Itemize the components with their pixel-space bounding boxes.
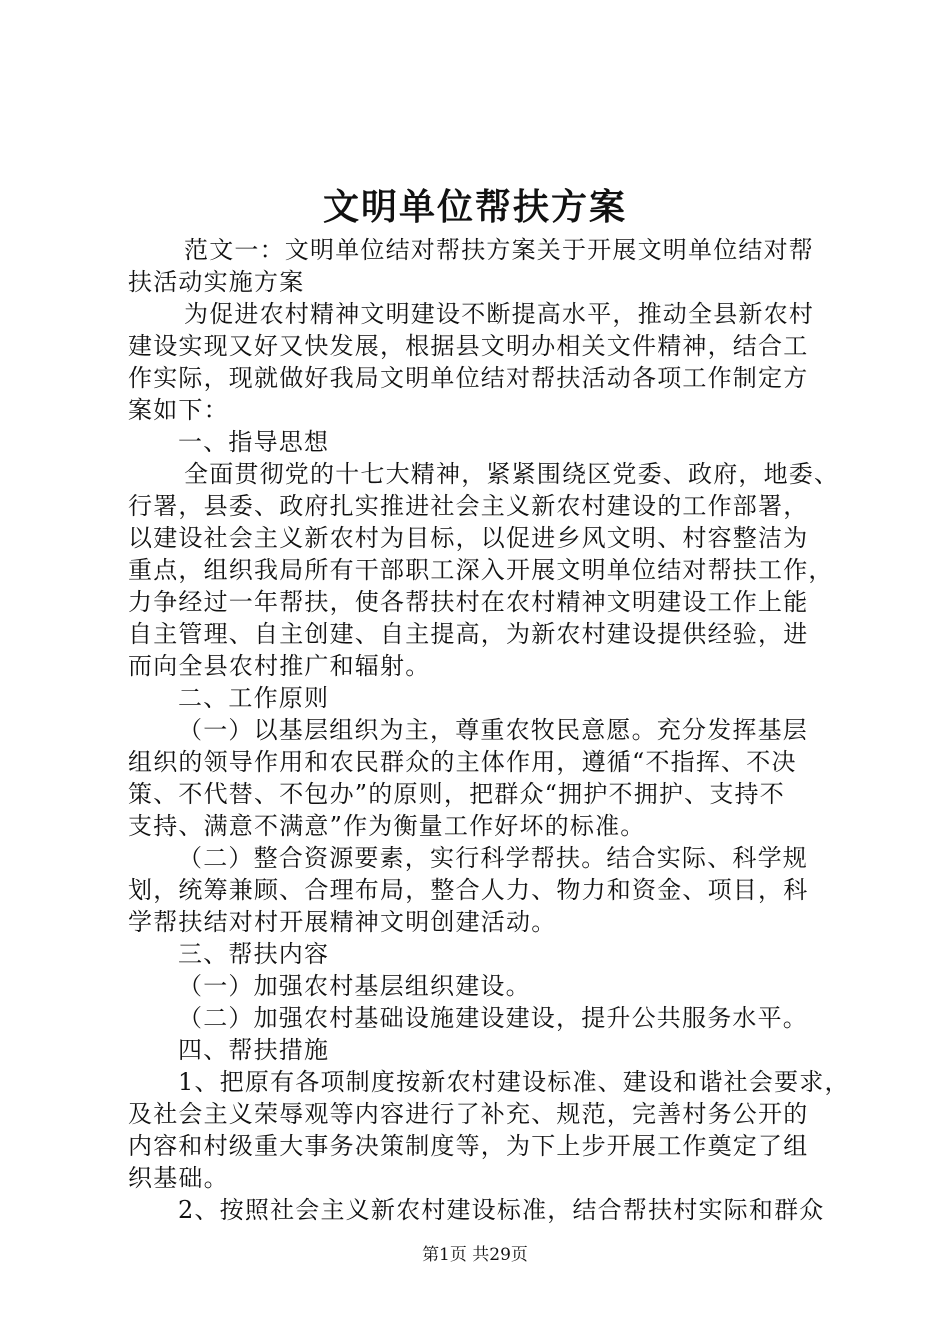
document-body [128,234,850,1226]
text-line: 范文一：文明单位结对帮扶方案关于开展文明单位结对帮 [184,236,814,264]
text-line: 自主管理、自主创建、自主提高，为新农村建设提供经验，进 [128,620,809,648]
text-line: 划，统筹兼顾、合理布局，整合人力、物力和资金、项目，科 [128,876,809,904]
text-line: 组织的领导作用和农民群众的主体作用，遵循“不指挥、不决 [128,748,797,776]
text-line: 内容和村级重大事务决策制度等，为下上步开展工作奠定了组 [128,1132,809,1160]
text-line: 织基础。 [128,1164,229,1192]
section-heading: 三、帮扶内容 [178,940,330,968]
text-line: 为促进农村精神文明建设不断提高水平，推动全县新农村 [184,300,814,328]
text-line: 扶活动实施方案 [128,268,305,296]
text-line: 1、把原有各项制度按新农村建设标准、建设和谐社会要求， [178,1068,850,1096]
text-line: 行署，县委、政府扎实推进社会主义新农村建设的工作部署， [128,492,809,520]
text-line: 学帮扶结对村开展精神文明创建活动。 [128,908,557,936]
text-line: （一）以基层组织为主，尊重农牧民意愿。充分发挥基层 [178,716,808,744]
document-title: 文明单位帮扶方案 [322,186,627,228]
text-line: 2、按照社会主义新农村建设标准，结合帮扶村实际和群众 [178,1196,825,1224]
text-line: 作实际，现就做好我局文明单位结对帮扶活动各项工作制定方 [128,364,809,392]
section-heading: 一、指导思想 [178,428,330,456]
text-line: 而向全县农村推广和辐射。 [128,652,431,680]
text-line: 支持、满意不满意”作为衡量工作好坏的标准。 [128,812,646,840]
text-line: 以建设社会主义新农村为目标，以促进乡风文明、村容整洁为 [128,524,809,552]
text-line: 及社会主义荣辱观等内容进行了补充、规范，完善村务公开的 [128,1100,809,1128]
text-line: 力争经过一年帮扶，使各帮扶村在农村精神文明建设工作上能 [128,588,809,616]
text-line: （二）整合资源要素，实行科学帮扶。结合实际、科学规 [178,844,808,872]
section-heading: 二、工作原则 [178,684,330,712]
text-line: （一）加强农村基层组织建设。 [178,972,531,1000]
page-number-footer: 第1页 共29页 [422,1245,528,1265]
text-line: 重点，组织我局所有干部职工深入开展文明单位结对帮扶工作， [128,556,834,584]
text-line: 全面贯彻党的十七大精神，紧紧围绕区党委、政府，地委、 [184,460,840,488]
text-line: 案如下： [128,396,229,424]
text-line: 策、不代替、不包办”的原则，把群众“拥护不拥护、支持不 [128,780,785,808]
section-heading: 四、帮扶措施 [178,1036,330,1064]
text-line: （二）加强农村基础设施建设建设，提升公共服务水平。 [178,1004,808,1032]
text-line: 建设实现又好又快发展，根据县文明办相关文件精神，结合工 [128,332,809,360]
